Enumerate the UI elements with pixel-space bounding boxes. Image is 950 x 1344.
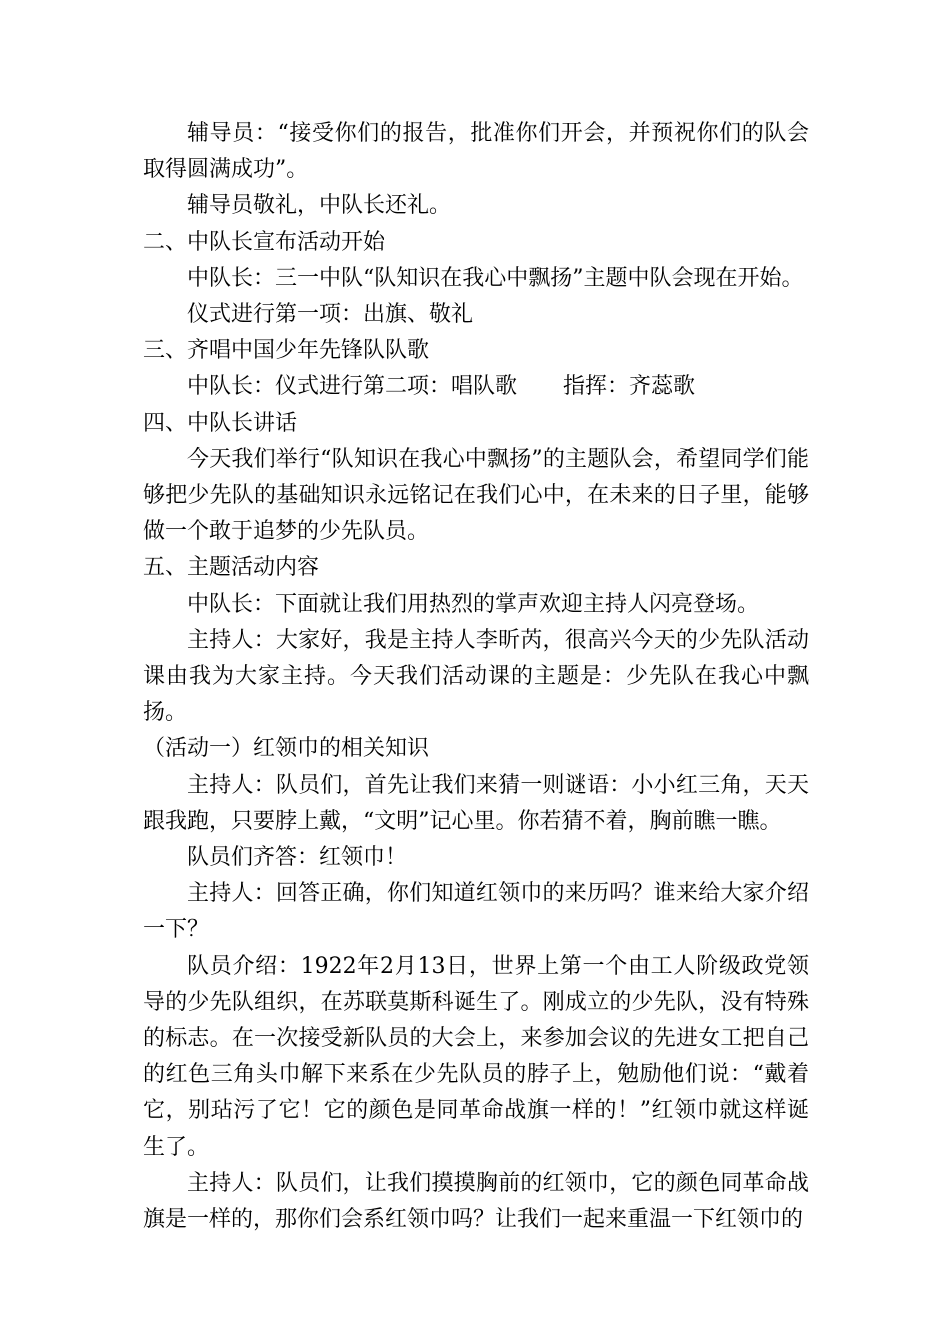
paragraph-11: 主持人：回答正确，你们知道红领巾的来历吗？谁来给大家介绍一下？ bbox=[143, 881, 809, 943]
paragraph-9: 主持人：队员们，首先让我们来猜一则谜语：小小红三角，天天跟我跑，只要脖上戴，“文明”记心里。你若猜不着，胸前瞧一瞧。 bbox=[143, 772, 809, 834]
section-heading-4: 四、中队长讲话 bbox=[143, 410, 298, 436]
paragraph-7: 中队长：下面就让我们用热烈的掌声欢迎主持人闪亮登场。 bbox=[187, 591, 760, 617]
section-heading-2: 二、中队长宣布活动开始 bbox=[143, 229, 386, 255]
paragraph-5-part-1: 中队长：仪式进行第二项：唱队歌 bbox=[187, 374, 518, 400]
paragraph-10: 队员们齐答：红领巾！ bbox=[187, 845, 408, 871]
paragraph-6: 今天我们举行“队知识在我心中飘扬”的主题队会，希望同学们能够把少先队的基础知识永远铭记在我们心中，在未来的日子里，能够做一个敢于追梦的少先队员。 bbox=[143, 446, 809, 545]
paragraph-3: 中队长：三一中队“队知识在我心中飘扬”主题中队会现在开始。 bbox=[187, 265, 804, 291]
paragraph-4: 仪式进行第一项：出旗、敬礼 bbox=[187, 302, 474, 328]
paragraph-1: 辅导员：“接受你们的报告，批准你们开会，并预祝你们的队会取得圆满成功”。 bbox=[143, 121, 809, 183]
paragraph-8: 主持人：大家好，我是主持人李昕芮，很高兴今天的少先队活动课由我为大家主持。今天我们活动课的主题是：少先队在我心中飘扬。 bbox=[143, 627, 809, 726]
paragraph-12: 队员介绍：1922年2月13日，世界上第一个由工人阶级政党领导的少先队组织，在苏联莫斯科诞生了。刚成立的少先队，没有特殊的标志。在一次接受新队员的大会上，来参加会议的先进女工把自己的红色三角头巾解下来系在少先队员的脖子上，勉励他们说：“戴着它，别玷污了它！它的颜色是同革命战旗一样的！”红领巾就这样诞生了。 bbox=[143, 953, 809, 1160]
paragraph-2: 辅导员敬礼，中队长还礼。 bbox=[187, 193, 452, 219]
section-heading-3: 三、齐唱中国少年先锋队队歌 bbox=[143, 338, 430, 364]
activity-heading-1: （活动一）红领巾的相关知识 bbox=[143, 736, 430, 762]
section-heading-5: 五、主题活动内容 bbox=[143, 555, 320, 581]
document-body bbox=[143, 116, 809, 1238]
paragraph-5 bbox=[143, 369, 809, 405]
paragraph-5-part-2: 指挥：齐蕊歌 bbox=[563, 374, 696, 400]
paragraph-13: 主持人：队员们，让我们摸摸胸前的红领巾，它的颜色同革命战旗是一样的，那你们会系红领巾吗？让我们一起来重温一下红领巾的 bbox=[143, 1170, 809, 1233]
